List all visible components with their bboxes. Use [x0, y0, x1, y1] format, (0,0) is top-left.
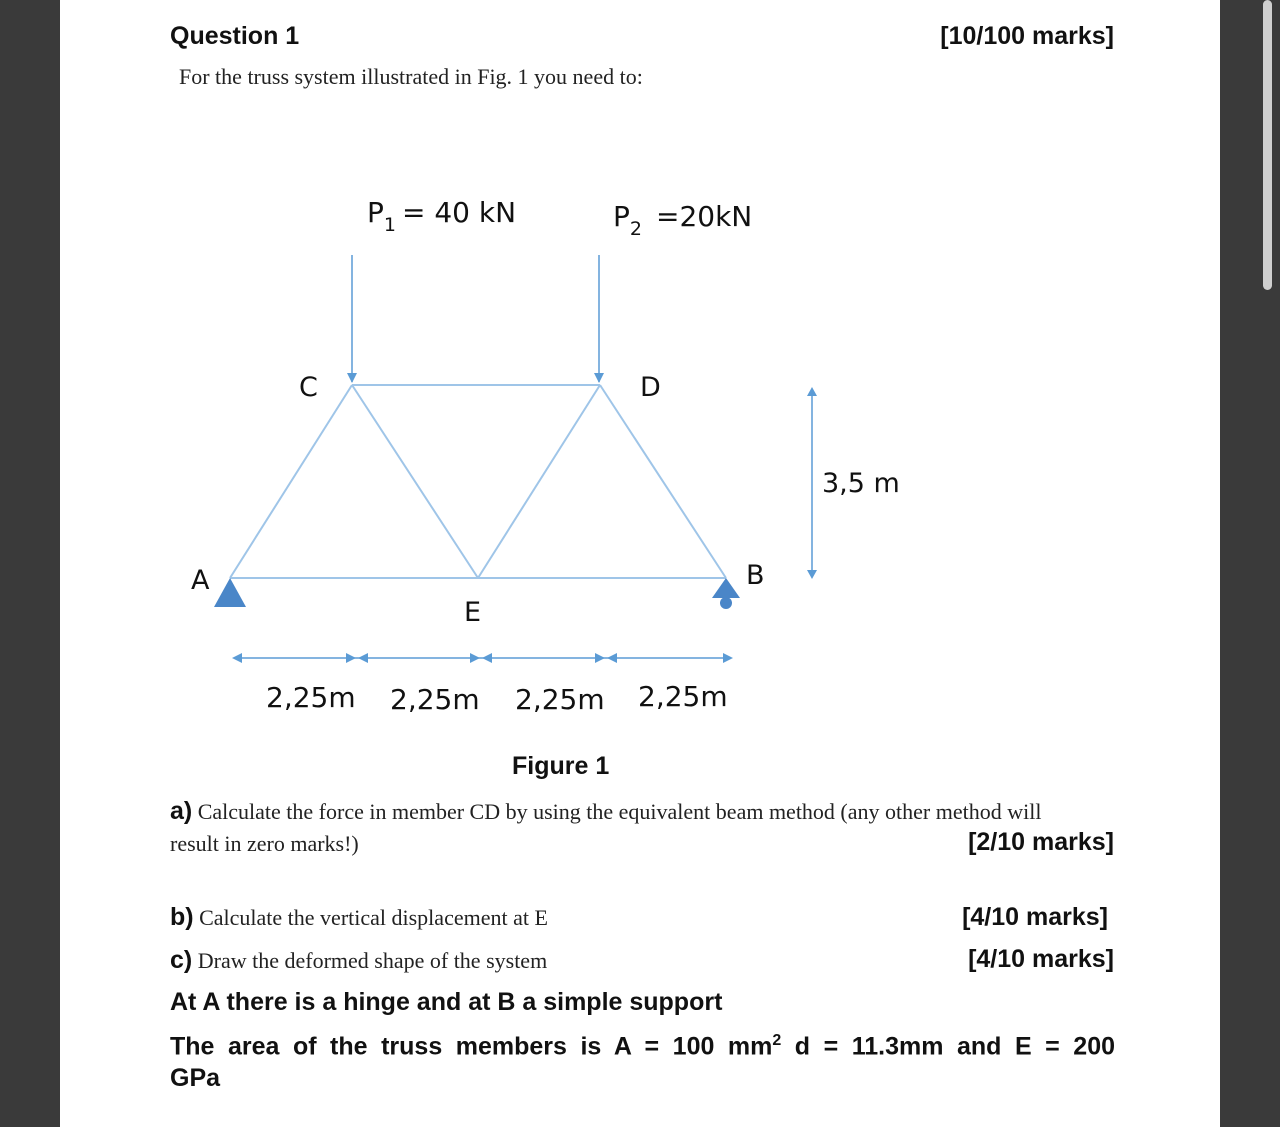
node-label-e: E: [464, 597, 482, 628]
node-label-b: B: [746, 560, 765, 591]
question-marks: [10/100 marks]: [940, 22, 1114, 50]
roller-wheel-icon: [720, 597, 732, 609]
support-note: At A there is a hinge and at B a simple support: [170, 988, 723, 1016]
part-c: [170, 946, 547, 975]
truss-figure: [60, 0, 1220, 760]
viewer-left-margin: [0, 0, 60, 1127]
question-title: Question 1: [170, 22, 300, 50]
scrollbar-thumb[interactable]: [1263, 0, 1272, 290]
span-arrow-icon: [232, 653, 242, 663]
load-label-p2: $P_2 =20kN$: [613, 200, 753, 240]
area-note: The area of the truss members is A = 100 $mm^2$ d = 11.3mm and E = 200: [170, 1032, 1115, 1061]
part-b-tag: b): [170, 903, 194, 931]
part-c-text: Draw the deformed shape of the system: [197, 948, 548, 973]
span-arrow-icon: [723, 653, 733, 663]
part-b-text: Calculate the vertical displacement at E: [199, 905, 548, 930]
part-a-tag: a): [170, 797, 193, 825]
span-label: 2,25m: [515, 683, 605, 716]
span-label: 2,25m: [266, 681, 356, 714]
member-DB: [600, 385, 726, 578]
node-label-d: D: [640, 372, 661, 403]
height-arrow-down-icon: [807, 570, 817, 579]
question-intro: For the truss system illustrated in Fig. 1 you need to:: [179, 64, 643, 89]
part-b: [170, 903, 548, 932]
part-c-tag: c): [170, 946, 193, 974]
part-a-marks: [2/10 marks]: [968, 828, 1114, 856]
hinge-support-icon: [214, 578, 246, 607]
span-arrow-icon: [482, 653, 492, 663]
member-AC: [230, 385, 352, 578]
part-a-text: Calculate the force in member CD by using the equivalent beam method (any other method will: [197, 799, 1042, 824]
span-arrow-icon: [607, 653, 617, 663]
part-b-marks: [4/10 marks]: [962, 903, 1108, 931]
part-a-line2: result in zero marks!): [170, 831, 359, 856]
span-arrow-icon: [595, 653, 605, 663]
height-label: 3,5 m: [822, 468, 900, 499]
member-ED: [478, 385, 600, 578]
node-label-a: A: [191, 565, 210, 596]
span-arrow-icon: [358, 653, 368, 663]
part-a-line1: [170, 797, 1041, 826]
span-arrow-icon: [470, 653, 480, 663]
span-label: 2,25m: [638, 680, 728, 713]
span-label: 2,25m: [390, 683, 480, 716]
area-note-continued: GPa: [170, 1064, 221, 1092]
figure-caption: Figure 1: [512, 752, 610, 780]
node-label-c: C: [299, 372, 318, 403]
document-page: [60, 0, 1220, 1127]
member-CE: [352, 385, 478, 578]
height-arrow-up-icon: [807, 387, 817, 396]
roller-support-icon: [712, 578, 740, 598]
span-arrow-icon: [346, 653, 356, 663]
load-label-p1: $P_1 = 40$ kN: [367, 196, 517, 236]
part-c-marks: [4/10 marks]: [968, 945, 1114, 973]
